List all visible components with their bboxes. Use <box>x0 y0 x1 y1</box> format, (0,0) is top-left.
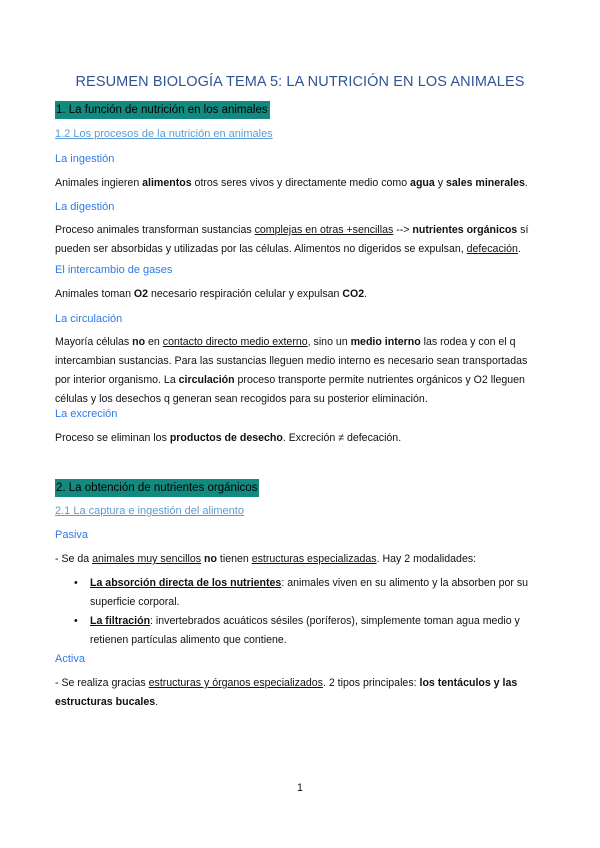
section-2-heading: 2. La obtención de nutrientes orgánicos <box>55 479 550 498</box>
paragraph-circulacion: Mayoría células no en contacto directo medio externo, sino un medio interno las rodea y con el q intercambian sustancias. Para las sustancias lleguen medio interno es necesario sean transportadas por interior organismo. La circulación proceso transporte permite nutrientes orgánicos y O2 lleguen células y los desechos q generan sean recogidos para su posterior eliminación. <box>55 336 528 405</box>
page-number: 1 <box>297 782 303 794</box>
paragraph-digestion: Proceso animales transforman sustancias complejas en otras +sencillas --> nutrientes orgánicos sí pueden ser absorbidas y utilizadas por las células. Alimentos no digeridos se expulsan, defecación. <box>55 224 529 255</box>
paragraph-ingestion: Animales ingieren alimentos otros seres vivos y directamente medio como agua y sales minerales. <box>55 177 528 189</box>
document-title: RESUMEN BIOLOGÍA TEMA 5: LA NUTRICIÓN EN LOS ANIMALES <box>75 74 525 90</box>
list-item: • La filtración: invertebrados acuáticos sésiles (poríferos), simplemente toman agua medio y retienen partículas alimento que contiene. <box>90 612 550 650</box>
heading-ingestion: La ingestión <box>55 153 115 165</box>
heading-digestion: La digestión <box>55 201 115 213</box>
paragraph-activa: - Se realiza gracias estructuras y órganos especializados. 2 tipos principales: los tentáculos y las estructuras bucales. <box>55 677 518 708</box>
subheading-1-2: 1.2 Los procesos de la nutrición en animales <box>55 128 273 140</box>
heading-circulacion: La circulación <box>55 313 123 325</box>
bullet-icon: • <box>74 577 78 589</box>
subheading-2-1: 2.1 La captura e ingestión del alimento <box>55 505 244 517</box>
heading-gases: El intercambio de gases <box>55 264 173 276</box>
heading-activa: Activa <box>55 653 85 665</box>
bullet-list <box>55 574 550 650</box>
paragraph-gases: Animales toman O2 necesario respiración celular y expulsan CO2. <box>55 288 368 300</box>
bullet-icon: • <box>74 615 78 627</box>
section-1-heading: 1. La función de nutrición en los animales <box>55 101 550 120</box>
paragraph-pasiva: - Se da animales muy sencillos no tienen estructuras especializadas. Hay 2 modalidades: <box>55 553 477 565</box>
heading-excrecion: La excreción <box>55 408 118 420</box>
paragraph-excrecion: Proceso se eliminan los productos de desecho. Excreción ≠ defecación. <box>55 432 402 444</box>
list-item: • La absorción directa de los nutrientes: animales viven en su alimento y la absorben por su superficie corporal. <box>90 574 550 612</box>
heading-pasiva: Pasiva <box>55 529 89 541</box>
